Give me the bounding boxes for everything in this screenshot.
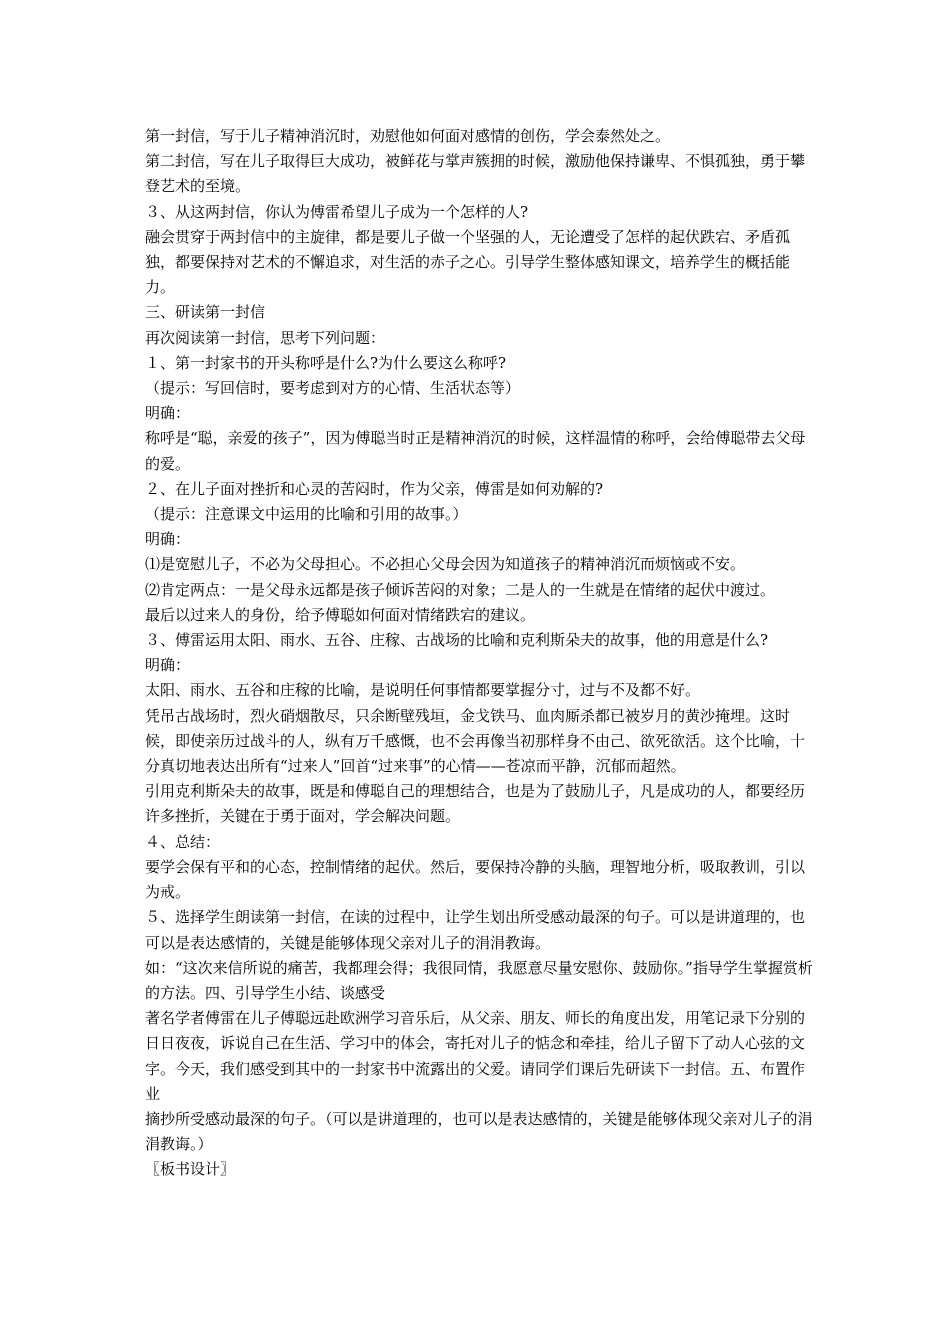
list-item: ⑵肯定两点：一是父母永远都是孩子倾诉苦闷的对象；二是人的一生就是在情绪的起伏中渡过。 [145, 580, 776, 599]
paragraph: 称呼是“聪，亲爱的孩子”，因为傅聪当时正是精神消沉的时候，这样温情的称呼，会给傅聪带去父母的爱。 [145, 429, 806, 473]
document-body [145, 124, 813, 1183]
paragraph: 摘抄所受感动最深的句子。（可以是讲道理的，也可以是表达感情的，关键是能够体现父亲对儿子的涓涓教诲。） [145, 1109, 813, 1154]
question-heading: １、第一封家书的开头称呼是什么?为什么要这么称呼? [145, 353, 507, 372]
hint: （提示：注意课文中运用的比喻和引用的故事。） [145, 505, 468, 524]
paragraph: 引用克利斯朵夫的故事，既是和傅聪自己的理想结合，也是为了鼓励儿子，凡是成功的人，都要经历许多挫折，关键在于勇于面对，学会解决问题。 [145, 782, 806, 826]
list-item: ⑴是宽慰儿子，不必为父母担心。不必担心父母会因为知道孩子的精神消沉而烦恼或不安。 [145, 555, 746, 574]
hint: （提示：写回信时，要考虑到对方的心情、生活状态等） [145, 379, 521, 398]
question-heading: ３、从这两封信，你认为傅雷希望儿子成为一个怎样的人? [145, 202, 529, 221]
paragraph: 最后以过来人的身份，给予傅聪如何面对情绪跌宕的建议。 [145, 605, 536, 624]
board-design-heading: 〖板书设计〗 [145, 1160, 236, 1179]
paragraph: 如：“这次来信所说的痛苦，我都理会得；我很同情，我愿意尽量安慰你、鼓励你。”指导学生掌握赏析的方法。四、引导学生小结、谈感受 [145, 958, 813, 1002]
paragraph: 太阳、雨水、五谷和庄稼的比喻，是说明任何事情都要掌握分寸，过与不及都不好。 [145, 681, 701, 700]
paragraph: 第二封信，写在儿子取得巨大成功，被鲜花与掌声簇拥的时候，激励他保持谦卑、不惧孤独，勇于攀登艺术的至境。 [145, 152, 806, 196]
answer-label: 明确： [145, 656, 191, 675]
question-heading: ４、总结： [145, 832, 221, 851]
section-heading: 三、研读第一封信 [145, 303, 266, 322]
answer-label: 明确： [145, 404, 191, 423]
paragraph: 凭吊古战场时，烈火硝烟散尽，只余断壁残垣，金戈铁马、血肉厮杀都已被岁月的黄沙掩埋。这时候，即使亲历过战斗的人，纵有万千感慨，也不会再像当初那样身不由己、欲死欲活。这个比喻，十分真切地表达出所有“过来人”回首“过来事”的心情——苍凉而平静，沉郁而超然。 [145, 706, 806, 776]
question-heading: ２、在儿子面对挫折和心灵的苦闷时，作为父亲，傅雷是如何劝解的? [145, 479, 604, 498]
paragraph: 再次阅读第一封信，思考下列问题： [145, 328, 386, 347]
question-heading: ３、傅雷运用太阳、雨水、五谷、庄稼、古战场的比喻和克利斯朵夫的故事，他的用意是什么? [145, 631, 769, 650]
question-heading: ５、选择学生朗读第一封信，在读的过程中，让学生划出所受感动最深的句子。可以是讲道理的，也可以是表达感情的，关键是能够体现父亲对儿子的涓涓教诲。 [145, 908, 806, 952]
paragraph: 著名学者傅雷在儿子傅聪远赴欧洲学习音乐后，从父亲、朋友、师长的角度出发，用笔记录下分别的日日夜夜，诉说自己在生活、学习中的体会，寄托对儿子的惦念和牵挂，给儿子留下了动人心弦的文字。今天，我们感受到其中的一封家书中流露出的父爱。请同学们课后先研读下一封信。五、布置作业 [145, 1009, 806, 1103]
paragraph: 第一封信，写于儿子精神消沉时，劝慰他如何面对感情的创伤，学会泰然处之。 [145, 127, 671, 145]
answer-label: 明确： [145, 530, 191, 549]
paragraph: 要学会保有平和的心态，控制情绪的起伏。然后，要保持冷静的头脑，理智地分析，吸取教训，引以为戒。 [145, 857, 806, 902]
paragraph: 融会贯穿于两封信中的主旋律，都是要儿子做一个坚强的人，无论遭受了怎样的起伏跌宕、矛盾孤独，都要保持对艺术的不懈追求，对生活的赤子之心。引导学生整体感知课文，培养学生的概括能力。 [145, 227, 791, 297]
